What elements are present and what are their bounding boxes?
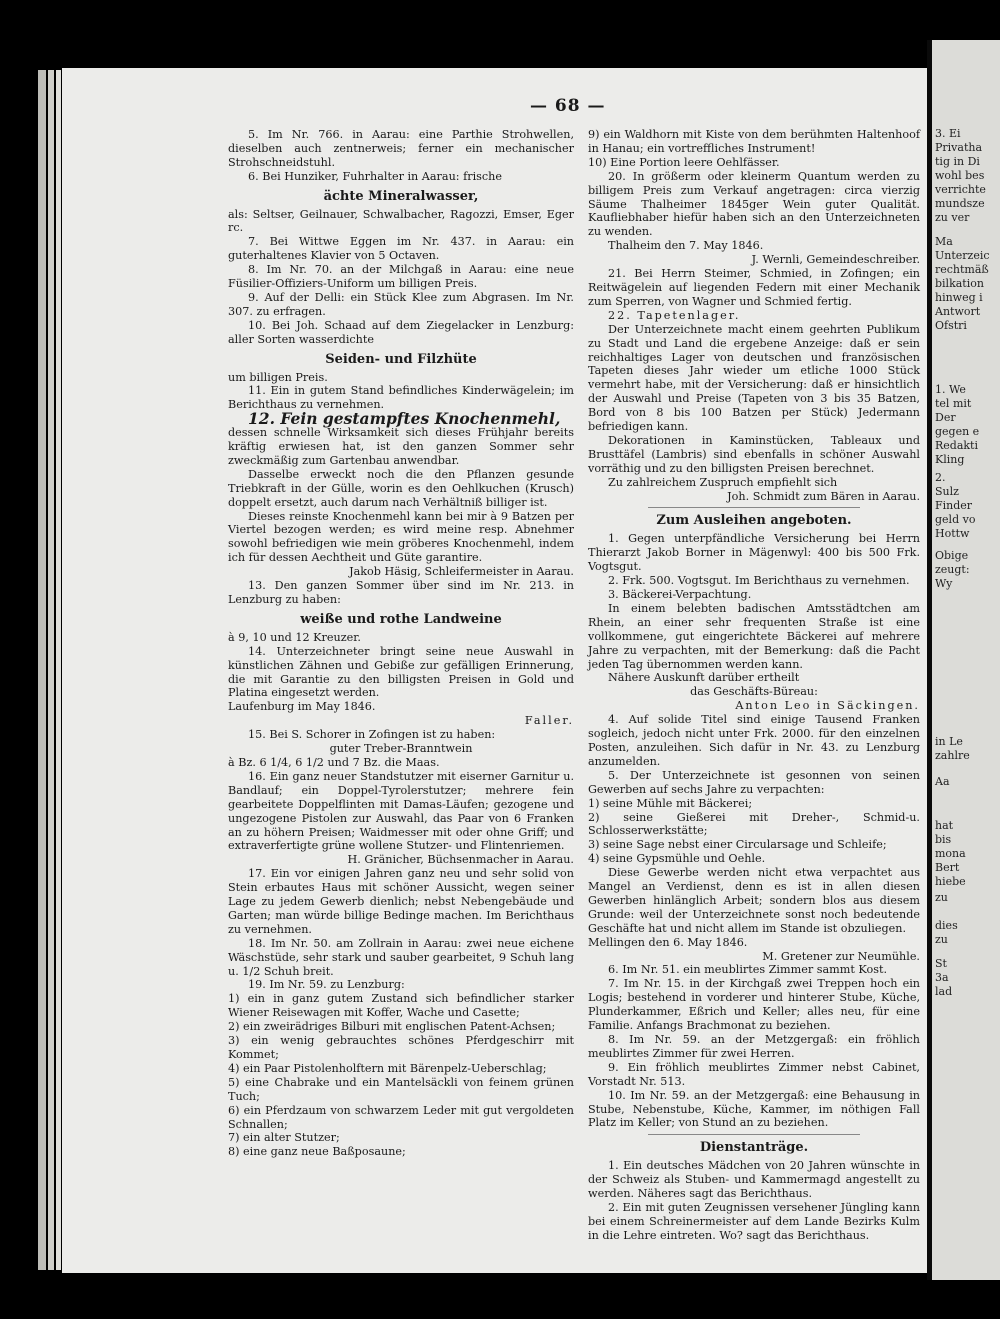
ad-8: 8. Im Nr. 70. an der Milchgaß in Aarau: eine neue Füsilier-Offiziers-Uniform um billigen Preis. bbox=[228, 263, 574, 291]
ad-11: 11. Ein in gutem Stand befindliches Kinderwägelein; im Berichthaus zu vernehmen. bbox=[228, 384, 574, 412]
next-page-fragment: mundsze bbox=[935, 197, 985, 210]
next-page-fragment: hinweg i bbox=[935, 291, 983, 304]
next-page-fragment: Ofstri bbox=[935, 319, 967, 332]
ad-5: 5. Im Nr. 766. in Aarau: eine Parthie Strohwellen, dieselben auch zentnerweis; ferner ein mechanischer Strohschneidstuhl. bbox=[228, 128, 574, 169]
service-1: 1. Ein deutsches Mädchen von 20 Jahren wünschte in der Schweiz als Stuben- und Kammermagd angestellt zu werden. Näheres sagt das Berichthaus. bbox=[588, 1159, 920, 1201]
loan-5-item: 4) seine Gypsmühle und Oehle. bbox=[588, 852, 766, 866]
next-page-fragment: hiebe bbox=[935, 875, 966, 888]
ad-20-signature: J. Wernli, Gemeindeschreiber. bbox=[751, 253, 920, 267]
next-page-fragment: zu ver bbox=[935, 211, 970, 224]
loan-1: 1. Gegen unterpfändliche Versicherung bei Herrn Thierarzt Jakob Borner in Mägenwyl: 400 bis 500 Frk. Vogtsgut. bbox=[588, 532, 920, 574]
loan-5-item: 1) seine Mühle mit Bäckerei; bbox=[588, 796, 753, 810]
ad-12-body: Dasselbe erweckt noch die den Pflanzen gesunde Triebkraft in der Gülle, worin es den Oehlkuchen (Krusch) doppelt ersetzt, auch darum nach Verhältniß billiger ist. bbox=[228, 467, 574, 509]
section-heading-ausleihen: Zum Ausleihen angeboten. bbox=[656, 513, 852, 529]
next-page-fragment: zu bbox=[935, 891, 948, 904]
ad-21: 21. Bei Herrn Steimer, Schmied, in Zofingen; ein Reitwägelein auf liegenden Federn mit einer Mechanik zum Sperren, von Wagner und Schmied fertig. bbox=[588, 267, 920, 308]
loan-5-item: 2) seine Gießerei mit Dreher-, Schmid-u. Schlosserwerkstätte; bbox=[588, 810, 920, 838]
next-page-fragment: Privatha bbox=[935, 141, 983, 154]
ad-6-heading: ächte Mineralwasser, bbox=[323, 188, 479, 204]
next-page-fragment: St bbox=[935, 957, 947, 970]
loan-7: 7. Im Nr. 15. in der Kirchgaß zwei Treppen hoch ein Logis; bestehend in vorderer und hinterer Stube, Küche, Plunderkammer, Eßrich und Keller; alles neu, für eine Familie. Anfangs Brachmonat zu beziehen. bbox=[588, 977, 920, 1033]
page-edge bbox=[38, 70, 46, 1270]
ad-20: 20. In größerm oder kleinerm Quantum werden zu billigem Preis zum Verkauf angetragen: circa vierzig Säume Thalheimer 1845ger Wein guter Qualität. Kaufliebhaber hiefür haben sich an den Unterzeichneten zu wenden. bbox=[588, 169, 920, 239]
next-page-fragment: tig in Di bbox=[935, 155, 980, 168]
section-heading-dienstantraege: Dienstanträge. bbox=[699, 1140, 809, 1156]
next-page-fragment: Antwort bbox=[935, 305, 981, 318]
ad-14: 14. Unterzeichneter bringt seine neue Auswahl in künstlichen Zähnen und Gebiße zur gefälligen Erinnerung, die mit Garantie zu den billigsten Preisen in Gold und Platina eingesetzt werden. bbox=[228, 644, 574, 700]
next-page-fragment: Bert bbox=[935, 861, 960, 874]
next-page-fragment: Kling bbox=[935, 453, 965, 466]
ad-22-body: Zu zahlreichem Zuspruch empfiehlt sich bbox=[608, 475, 838, 489]
next-page-fragment: zeugt: bbox=[935, 563, 970, 576]
next-page-fragment: gegen e bbox=[935, 425, 980, 438]
ad-19-item: 4) ein Paar Pistolenholftern mit Bärenpelz-Ueberschlag; bbox=[228, 1061, 547, 1075]
ad-19-item: 8) eine ganz neue Baßposaune; bbox=[228, 1145, 406, 1159]
service-2: 2. Ein mit guten Zeugnissen versehener Jüngling kann bei einem Schreinermeister auf dem Lande Bezirks Kulm in die Lehre eintreten. Wo? sagt das Berichthaus. bbox=[588, 1200, 920, 1242]
loan-9: 9. Ein fröhlich meublirtes Zimmer nebst Cabinet, Vorstadt Nr. 513. bbox=[588, 1060, 920, 1088]
ad-19-item: 7) ein alter Stutzer; bbox=[228, 1131, 340, 1145]
next-page-fragment: tel mit bbox=[935, 397, 972, 410]
loan-6: 6. Im Nr. 51. ein meublirtes Zimmer sammt Kost. bbox=[608, 963, 888, 977]
next-page-fragment: lad bbox=[935, 985, 953, 998]
ad-19-item: 1) ein in ganz gutem Zustand sich befindlicher starker Wiener Reisewagen mit Koffer, Wache und Casette; bbox=[228, 992, 574, 1020]
ad-19: 19. Im Nr. 59. zu Lenzburg: bbox=[248, 978, 405, 992]
ad-6-body: als: Seltser, Geilnauer, Schwalbacher, Ragozzi, Emser, Eger rc. bbox=[228, 207, 574, 235]
loan-5-signature: M. Gretener zur Neumühle. bbox=[762, 949, 920, 963]
page-edge bbox=[48, 70, 54, 1270]
next-page-fragment: Redakti bbox=[935, 439, 978, 452]
next-page-fragment: rechtmäß bbox=[935, 263, 989, 276]
ad-19-item: 10) Eine Portion leere Oehlfässer. bbox=[588, 155, 780, 169]
loan-5: 5. Der Unterzeichnete ist gesonnen von seinen Gewerben auf sechs Jahre zu verpachten: bbox=[588, 768, 920, 796]
section-divider bbox=[648, 507, 860, 508]
ad-15: 15. Bei S. Schorer in Zofingen ist zu haben: bbox=[248, 728, 496, 742]
loan-3-body: In einem belebten badischen Amtsstädtchen am Rhein, an einer sehr frequenten Straße ist eine vollkommene, gut eingerichtete Bäckerei auf mehrere Jahre zu verpachten, mit der Bemerkung: daß die Pacht jeden Tag übernommen werden kann. bbox=[588, 601, 920, 671]
next-page-fragment: dies bbox=[935, 919, 958, 932]
next-page-fragment: Wy bbox=[935, 577, 953, 590]
ad-22-signature: Joh. Schmidt zum Bären in Aarau. bbox=[727, 489, 920, 503]
ad-14-place: Laufenburg im May 1846. bbox=[228, 700, 376, 714]
ad-17: 17. Ein vor einigen Jahren ganz neu und sehr solid von Stein erbautes Haus mit schöner Aussicht, wegen seiner Lage zu jedem Gewerb dienlich; nebst Nebengebäude und Garten; man würde billige Bedinge machen. Im Berichthaus zu vernehmen. bbox=[228, 867, 574, 936]
ad-18: 18. Im Nr. 50. am Zollrain in Aarau: zwei neue eichene Wäschstüde, sehr stark und sauber gearbeitet, 9 Schuh lang u. 1/2 Schuh breit. bbox=[228, 936, 574, 978]
ad-12-signature: Jakob Häsig, Schleifermeister in Aarau. bbox=[349, 565, 574, 579]
ad-19-item: 2) ein zweirädriges Bilburi mit englischen Patent-Achsen; bbox=[228, 1020, 556, 1034]
loan-3-heading: 3. Bäckerei-Verpachtung. bbox=[608, 588, 752, 601]
ad-9: 9. Auf der Delli: ein Stück Klee zum Abgrasen. Im Nr. 307. zu erfragen. bbox=[228, 290, 574, 318]
next-page-fragment: mona bbox=[935, 847, 966, 860]
ad-12-body: Dieses reinste Knochenmehl kann bei mir à 9 Batzen per Viertel bezogen werden; es wird meine resp. Abnehmer sowohl befriedigen wie mein gröberes Knochenmehl, indem ich für dessen Aechtheit und Güte garantire. bbox=[228, 509, 574, 565]
next-page-fragment: 3a bbox=[935, 971, 949, 984]
ad-16: 16. Ein ganz neuer Standstutzer mit eiserner Garnitur u. Bandlauf; ein Doppel-Tyrolerstutzer; mehrere fein gearbeitete Doppelflinten mit Damas-Läufen; gezogene und ungezogene Pistolen zur Auswahl, das Paar von 6 Franken an zu höhern Preisen; Waidmesser mit oder ohne Griff; und extraverfertigte grüne wollene Stutzer- und Flintenriemen. bbox=[228, 769, 574, 853]
ad-22-body: Der Unterzeichnete macht einem geehrten Publikum zu Stadt und Land die ergebene Anzeige: daß er sein reichhaltiges Lager von deutschen und französischen Tapeten dieses Jahr wieder um etliche 1000 Stück vermehrt habe, mit der Versicherung: daß er hinsichtlich der Auswahl und Preise (Tapeten von 3 bis 35 Batzen, Bord von 8 bis 100 Batzen per Stück) Jedermann befriedigen kann. bbox=[588, 322, 920, 434]
next-page-fragment: geld vo bbox=[935, 513, 976, 526]
loan-4: 4. Auf solide Titel sind einige Tausend Franken sogleich, jedoch nicht unter Frk. 2000. für den einzelnen Posten, anzuleihen. Sich dafür in Nr. 43. zu Lenzburg anzumelden. bbox=[588, 713, 920, 768]
ad-12-body: dessen schnelle Wirksamkeit sich dieses Frühjahr bereits kräftig erwiesen hat, ist den ganzen Sommer sehr zweckmäßig zum Gartenbau anwendbar. bbox=[228, 426, 574, 467]
next-page-fragment: Aa bbox=[935, 775, 950, 788]
ad-22-body: Dekorationen in Kaminstücken, Tableaux und Brusttäfel (Lambris) sind ebenfalls in schöner Auswahl vorräthig und zu den billigsten Preisen berechnet. bbox=[588, 433, 920, 475]
section-divider bbox=[648, 1134, 860, 1135]
ad-10-body: um billigen Preis. bbox=[228, 370, 328, 384]
loan-8: 8. Im Nr. 59. an der Metzgergaß: ein fröhlich meublirtes Zimmer für zwei Herren. bbox=[588, 1033, 920, 1060]
loan-5-item: 3) seine Sage nebst einer Circularsage und Schleife; bbox=[588, 838, 887, 852]
ad-6: 6. Bei Hunziker, Fuhrhalter in Aarau: frische bbox=[248, 169, 503, 183]
ad-16-signature: H. Gränicher, Büchsenmacher in Aarau. bbox=[347, 853, 574, 867]
page-edge bbox=[56, 70, 61, 1270]
next-page-fragment: Ma bbox=[935, 235, 953, 248]
ad-20-date: Thalheim den 7. May 1846. bbox=[608, 239, 764, 253]
next-page-fragment: 2. bbox=[935, 471, 946, 484]
right-column bbox=[588, 128, 920, 1243]
next-page-fragment: bis bbox=[935, 833, 952, 846]
next-page-fragment: Obige bbox=[935, 549, 969, 562]
next-page-fragment: Hottw bbox=[935, 527, 970, 540]
ad-12-heading: 12. Fein gestampftes Knochenmehl, bbox=[248, 409, 561, 429]
next-page-fragment: zu bbox=[935, 933, 948, 946]
next-page-fragment: in Le bbox=[935, 735, 963, 748]
loan-2: 2. Frk. 500. Vogtsgut. Im Berichthaus zu vernehmen. bbox=[608, 574, 910, 588]
next-page-fragment: Finder bbox=[935, 499, 973, 512]
ad-19-item: 5) eine Chabrake und ein Mantelsäckli von feinem grünen Tuch; bbox=[228, 1075, 574, 1103]
page-number: — 68 — bbox=[530, 96, 606, 116]
next-page-strip bbox=[932, 40, 1000, 1280]
ad-7: 7. Bei Wittwe Eggen im Nr. 437. in Aarau: ein guterhaltenes Klavier von 5 Octaven. bbox=[228, 235, 574, 263]
ad-19-item: 3) ein wenig gebrauchtes schönes Pferdgeschirr mit Kommet; bbox=[228, 1034, 574, 1061]
next-page-fragment: Unterzeic bbox=[935, 249, 990, 262]
next-page-fragment: 3. Ei bbox=[935, 127, 961, 140]
next-page-fragment: Sulz bbox=[935, 485, 959, 498]
ad-14-signature: Faller. bbox=[524, 714, 574, 728]
ad-13: 13. Den ganzen Sommer über sind im Nr. 213. in Lenzburg zu haben: bbox=[228, 579, 574, 606]
loan-3-signature: Anton Leo in Säckingen. bbox=[735, 699, 920, 713]
ad-13-body: à 9, 10 und 12 Kreuzer. bbox=[228, 630, 361, 644]
ad-22-heading: 22. Tapetenlager. bbox=[608, 308, 741, 322]
ad-15-heading: guter Treber-Branntwein bbox=[329, 742, 473, 756]
ad-10-heading: Seiden- und Filzhüte bbox=[325, 351, 477, 367]
next-page-fragment: bilkation bbox=[935, 277, 984, 290]
ad-13-heading: weiße und rothe Landweine bbox=[300, 611, 502, 627]
next-page-fragment: verrichte bbox=[935, 183, 986, 196]
ad-10: 10. Bei Joh. Schaad auf dem Ziegelacker in Lenzburg: aller Sorten wasserdichte bbox=[228, 318, 574, 346]
ad-19-item: 6) ein Pferdzaum von schwarzem Leder mit gut vergoldeten Schnallen; bbox=[228, 1103, 574, 1131]
next-page-fragment: zahlre bbox=[935, 749, 970, 762]
next-page-fragment: wohl bes bbox=[935, 169, 985, 182]
ad-19-item: 9) ein Waldhorn mit Kiste von dem berühmten Haltenhoof in Hanau; ein vortreffliches Instrument! bbox=[588, 128, 920, 155]
loan-3-bureau: das Geschäfts-Büreau: bbox=[690, 685, 818, 699]
loan-5-date: Mellingen den 6. May 1846. bbox=[588, 935, 748, 949]
next-page-fragment: hat bbox=[935, 819, 954, 832]
left-column bbox=[228, 128, 574, 1159]
loan-10: 10. Im Nr. 59. an der Metzgergaß: eine Behausung in Stube, Nebenstube, Küche, Kammer, im nöthigen Fall Platz im Keller; von Stund an zu beziehen. bbox=[588, 1088, 920, 1130]
loan-5-body: Diese Gewerbe werden nicht etwa verpachtet aus Mangel an Verdienst, denn es ist in allen diesen Gewerben hinlänglich Arbeit; sondern blos aus diesem Grunde: weil der Unterzeichnete sonst noch bedeutende Geschäfte hat und nicht allem im Stande ist obzuliegen. bbox=[588, 866, 920, 935]
next-page-fragment: Der bbox=[935, 411, 956, 424]
ad-15-body: à Bz. 6 1/4, 6 1/2 und 7 Bz. die Maas. bbox=[228, 755, 440, 769]
loan-3-info: Nähere Auskunft darüber ertheilt bbox=[608, 671, 800, 685]
next-page-fragment: 1. We bbox=[935, 383, 966, 396]
